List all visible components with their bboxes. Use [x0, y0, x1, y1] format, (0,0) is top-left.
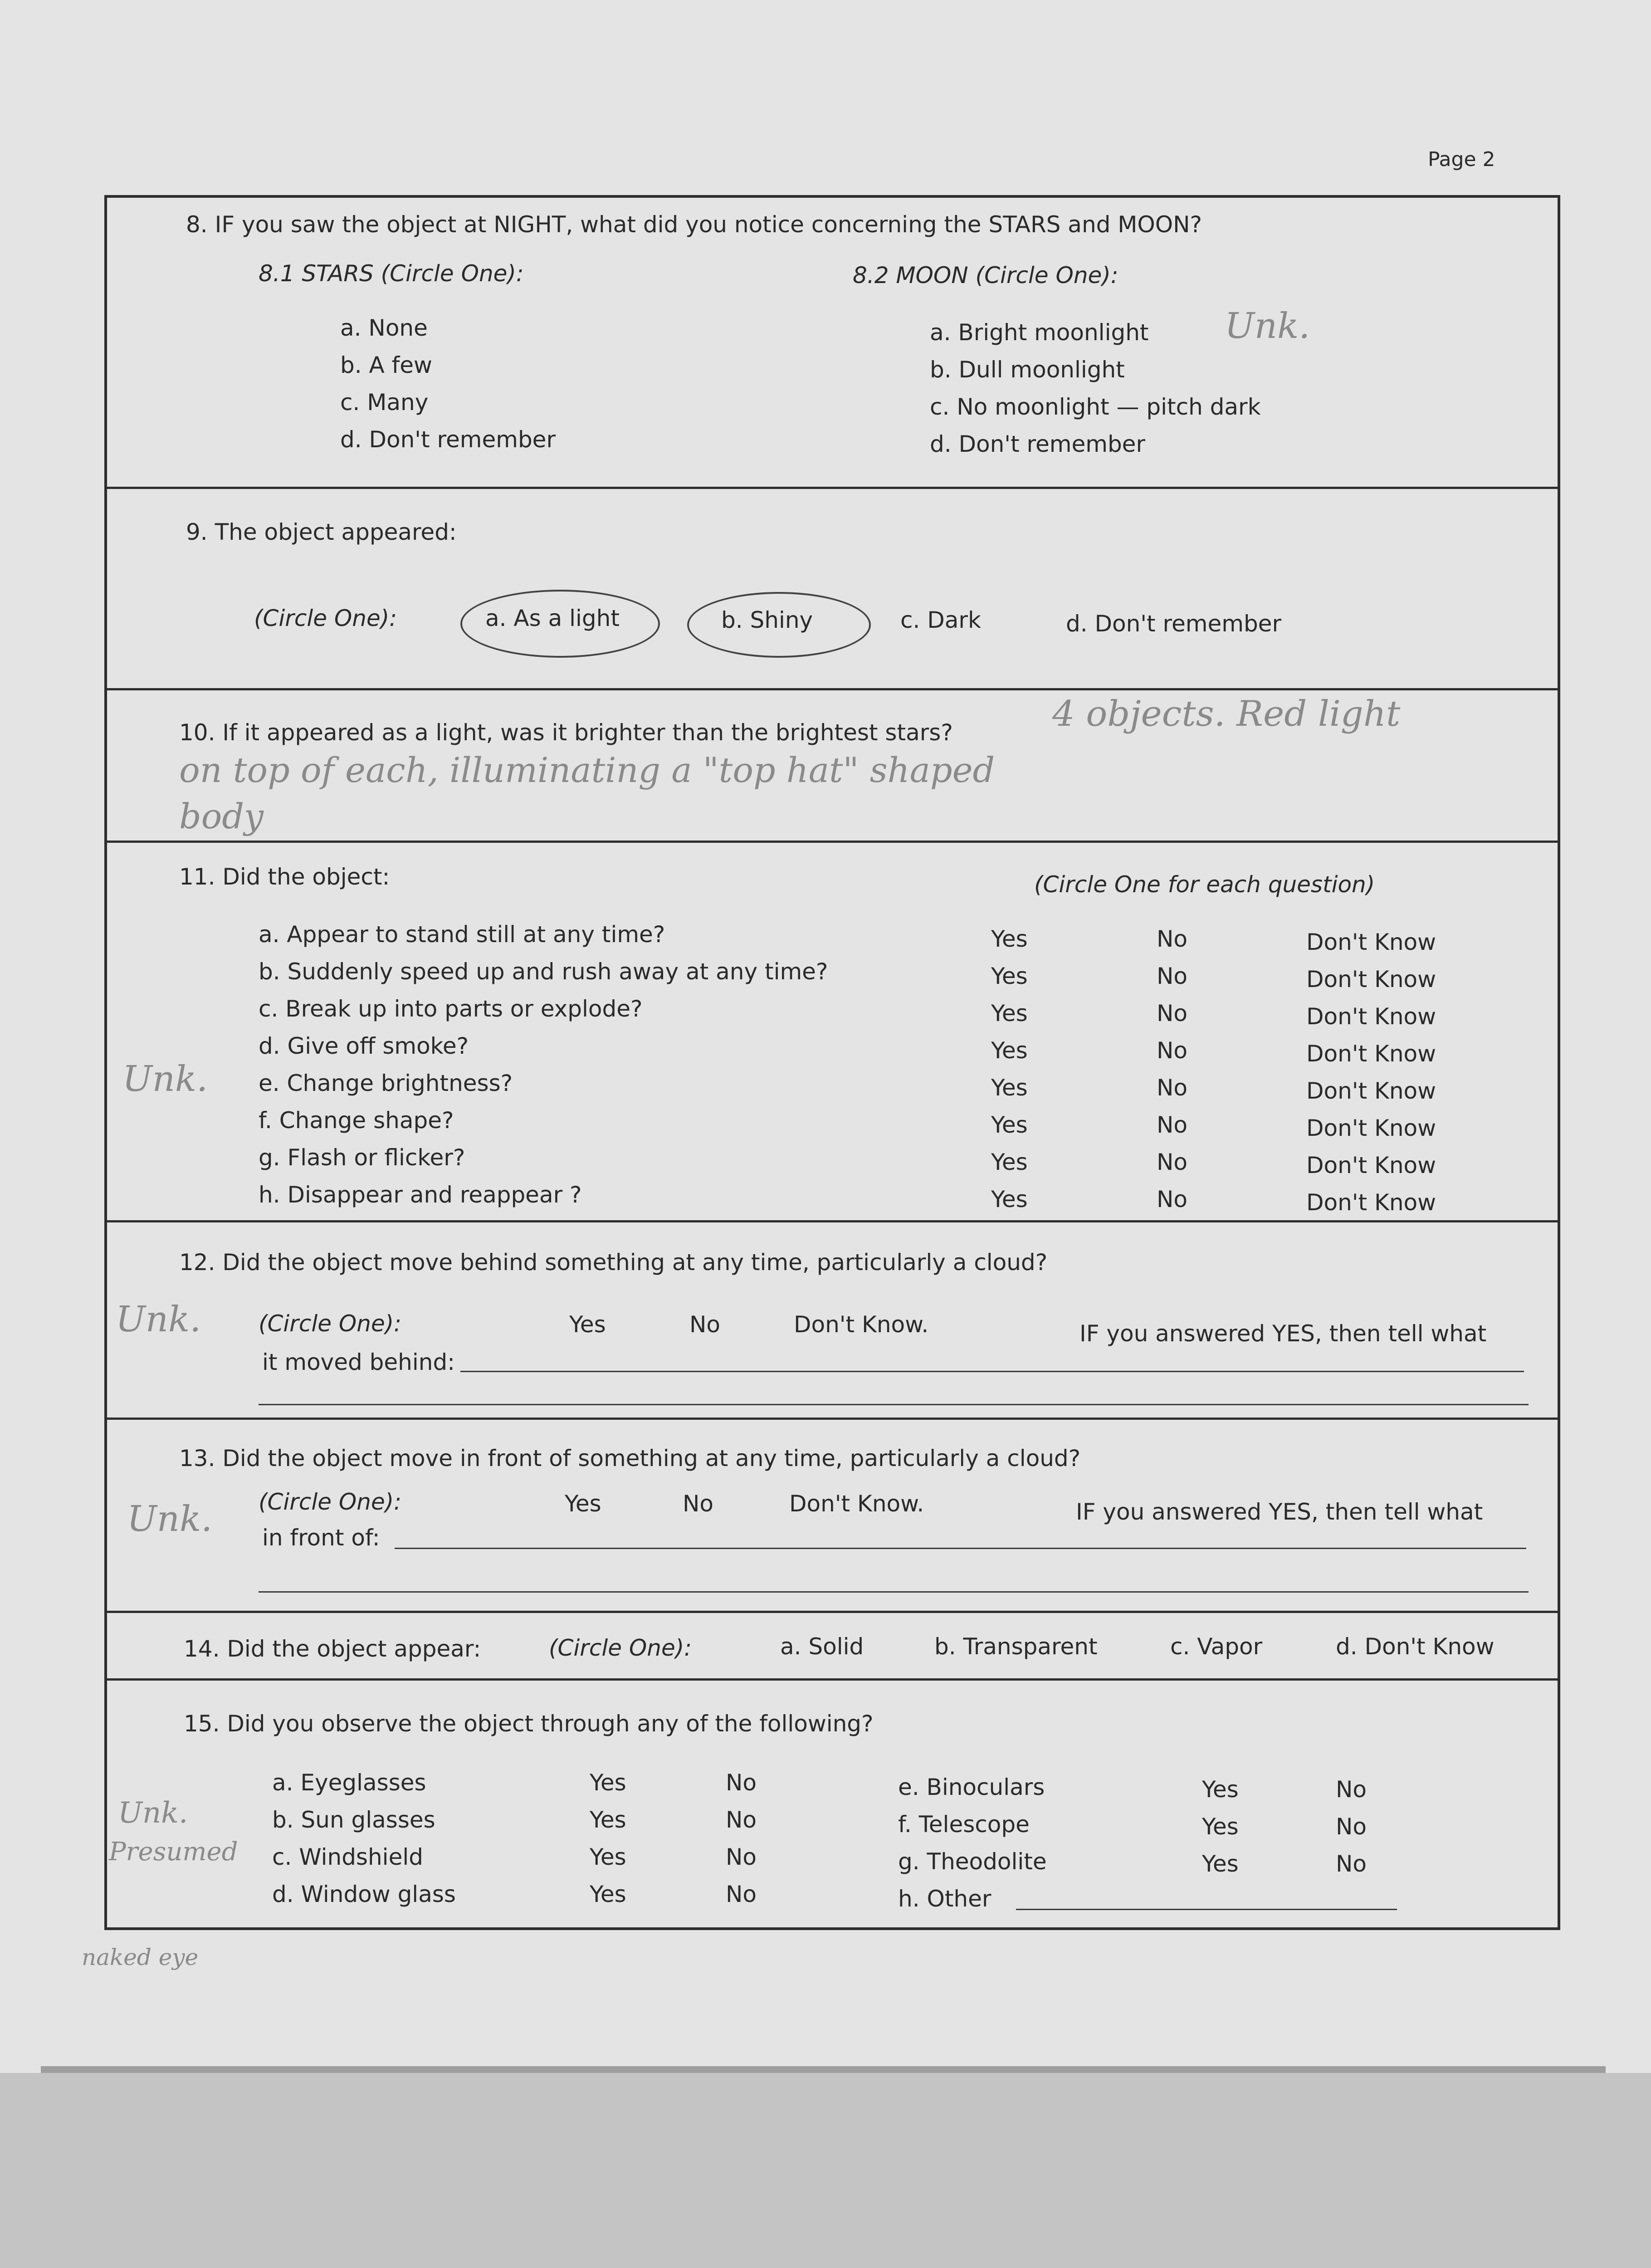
- q13-yes: Yes: [565, 1491, 601, 1517]
- q13-answer-line: [395, 1548, 1526, 1549]
- q9-option: b. Shiny: [721, 607, 813, 633]
- q15-other-label: h. Other: [898, 1886, 992, 1912]
- q8-moon-option: b. Dull moonlight: [930, 357, 1125, 383]
- q11-no: No: [1157, 1075, 1187, 1101]
- q12-dont-know: Don't Know.: [794, 1311, 929, 1338]
- q8-stars-option: b. A few: [340, 352, 432, 378]
- q9-option: d. Don't remember: [1066, 611, 1281, 637]
- q15-yes: Yes: [1202, 1813, 1239, 1840]
- q15-right-item: e. Binoculars: [898, 1774, 1045, 1800]
- section-divider: [104, 1220, 1560, 1222]
- scan-background: [0, 2073, 1651, 2268]
- q15-right-item: g. Theodolite: [898, 1848, 1047, 1875]
- q15-yes: Yes: [590, 1769, 626, 1796]
- q15-left-item: a. Eyeglasses: [272, 1769, 426, 1796]
- q12-answer-line: [460, 1371, 1524, 1372]
- q11-dont-know: Don't Know: [1306, 1041, 1436, 1067]
- section-divider: [104, 1678, 1560, 1681]
- q11-dont-know: Don't Know: [1306, 1152, 1436, 1178]
- q12-question: 12. Did the object move behind something at any time, particularly a cloud?: [179, 1249, 1048, 1276]
- q11-yes: Yes: [991, 1112, 1028, 1138]
- q11-dont-know: Don't Know: [1306, 1003, 1436, 1030]
- q11-yes: Yes: [991, 926, 1028, 952]
- q14-option: a. Solid: [780, 1633, 864, 1660]
- q10-handwritten-answer: on top of each, illuminating a "top hat" shaped: [179, 750, 995, 790]
- q11-yes: Yes: [991, 1075, 1028, 1101]
- q12-handwritten-note: Unk.: [116, 1299, 201, 1340]
- q13-answer-line: [259, 1591, 1529, 1593]
- q9-option: a. As a light: [485, 605, 620, 631]
- page-label: Page 2: [1428, 148, 1495, 171]
- q11-item: d. Give off smoke?: [259, 1033, 469, 1059]
- q13-follow-label: in front of:: [262, 1525, 380, 1551]
- q15-no: No: [726, 1844, 757, 1870]
- q15-handwritten-note: Unk.: [118, 1796, 188, 1830]
- q11-item: f. Change shape?: [259, 1107, 454, 1134]
- q14-question: 14. Did the object appear:: [184, 1636, 481, 1662]
- q15-left-item: b. Sun glasses: [272, 1807, 435, 1833]
- q15-no: No: [1336, 1813, 1367, 1840]
- q11-dont-know: Don't Know: [1306, 1115, 1436, 1141]
- q14-option: c. Vapor: [1170, 1633, 1263, 1660]
- q8-stars-option: a. None: [340, 315, 428, 341]
- q15-handwritten-note: naked eye: [82, 1944, 199, 1970]
- q11-no: No: [1157, 926, 1187, 952]
- q15-no: No: [726, 1769, 757, 1796]
- q10-handwritten-answer: 4 objects. Red light: [1052, 694, 1401, 734]
- q9-question: 9. The object appeared:: [186, 519, 457, 545]
- section-divider: [104, 487, 1560, 489]
- q8-moon-option: a. Bright moonlight: [930, 319, 1149, 346]
- q13-handwritten-note: Unk.: [127, 1499, 213, 1540]
- q15-no: No: [726, 1881, 757, 1907]
- q11-dont-know: Don't Know: [1306, 966, 1436, 992]
- q11-circle-label: (Circle One for each question): [1034, 871, 1375, 898]
- q15-left-item: d. Window glass: [272, 1881, 456, 1907]
- q12-circle-label: (Circle One):: [259, 1310, 402, 1337]
- section-divider: [104, 1611, 1560, 1613]
- q15-yes: Yes: [590, 1881, 626, 1907]
- q8-handwritten-note: Unk.: [1225, 306, 1310, 347]
- q14-circle-label: (Circle One):: [549, 1635, 692, 1661]
- q11-dont-know: Don't Know: [1306, 1189, 1436, 1216]
- q15-no: No: [1336, 1776, 1367, 1803]
- q11-item: g. Flash or flicker?: [259, 1144, 465, 1171]
- q11-yes: Yes: [991, 1000, 1028, 1026]
- q11-item: c. Break up into parts or explode?: [259, 996, 643, 1022]
- q8-moon-option: c. No moonlight — pitch dark: [930, 394, 1261, 420]
- q11-item: a. Appear to stand still at any time?: [259, 921, 665, 948]
- q11-dont-know: Don't Know: [1306, 1078, 1436, 1104]
- q13-no: No: [683, 1491, 713, 1517]
- q15-yes: Yes: [1202, 1776, 1239, 1803]
- q11-no: No: [1157, 1000, 1187, 1026]
- q15-no: No: [726, 1807, 757, 1833]
- q11-no: No: [1157, 1112, 1187, 1138]
- section-divider: [104, 841, 1560, 843]
- q11-no: No: [1157, 1037, 1187, 1064]
- q14-option: b. Transparent: [934, 1633, 1098, 1660]
- q15-no: No: [1336, 1851, 1367, 1877]
- q15-yes: Yes: [590, 1807, 626, 1833]
- q11-item: h. Disappear and reappear ?: [259, 1182, 582, 1208]
- q15-right-item: f. Telescope: [898, 1811, 1030, 1838]
- section-divider: [104, 1418, 1560, 1420]
- q13-circle-label: (Circle One):: [259, 1489, 402, 1515]
- q12-if-yes: IF you answered YES, then tell what: [1080, 1320, 1487, 1347]
- q13-dont-know: Don't Know.: [789, 1491, 924, 1517]
- q13-if-yes: IF you answered YES, then tell what: [1076, 1499, 1483, 1525]
- q8-moon-option: d. Don't remember: [930, 431, 1145, 457]
- q11-no: No: [1157, 1186, 1187, 1212]
- q13-question: 13. Did the object move in front of something at any time, particularly a cloud?: [179, 1445, 1081, 1471]
- q12-follow-label: it moved behind:: [262, 1349, 455, 1375]
- q9-circle-label: (Circle One):: [254, 605, 397, 631]
- q11-item: b. Suddenly speed up and rush away at any time?: [259, 958, 828, 985]
- q11-yes: Yes: [991, 963, 1028, 989]
- q11-yes: Yes: [991, 1149, 1028, 1175]
- q12-answer-line: [259, 1404, 1529, 1405]
- q15-handwritten-note: Presumed: [109, 1837, 238, 1867]
- q12-no: No: [689, 1311, 720, 1338]
- q11-no: No: [1157, 963, 1187, 989]
- q15-question: 15. Did you observe the object through any of the following?: [184, 1711, 874, 1737]
- q10-handwritten-answer: body: [179, 796, 264, 836]
- q8-question: 8. IF you saw the object at NIGHT, what did you notice concerning the STARS and MOON?: [186, 211, 1202, 238]
- q12-yes: Yes: [569, 1311, 606, 1338]
- q8-stars-label: 8.1 STARS (Circle One):: [259, 260, 524, 287]
- q8-stars-option: d. Don't remember: [340, 426, 556, 453]
- q11-question: 11. Did the object:: [179, 864, 390, 890]
- q9-option: c. Dark: [900, 607, 981, 633]
- q15-yes: Yes: [590, 1844, 626, 1870]
- q11-handwritten-note: Unk.: [122, 1059, 208, 1100]
- q8-moon-label: 8.2 MOON (Circle One):: [853, 262, 1119, 288]
- q10-question: 10. If it appeared as a light, was it brighter than the brightest stars?: [179, 719, 953, 746]
- q11-yes: Yes: [991, 1037, 1028, 1064]
- q11-yes: Yes: [991, 1186, 1028, 1212]
- q15-other-line: [1016, 1909, 1397, 1910]
- q15-yes: Yes: [1202, 1851, 1239, 1877]
- q11-no: No: [1157, 1149, 1187, 1175]
- section-divider: [104, 688, 1560, 690]
- q14-option: d. Don't Know: [1336, 1633, 1495, 1660]
- q11-item: e. Change brightness?: [259, 1070, 513, 1096]
- q15-left-item: c. Windshield: [272, 1844, 423, 1870]
- q8-stars-option: c. Many: [340, 389, 429, 415]
- q11-dont-know: Don't Know: [1306, 929, 1436, 955]
